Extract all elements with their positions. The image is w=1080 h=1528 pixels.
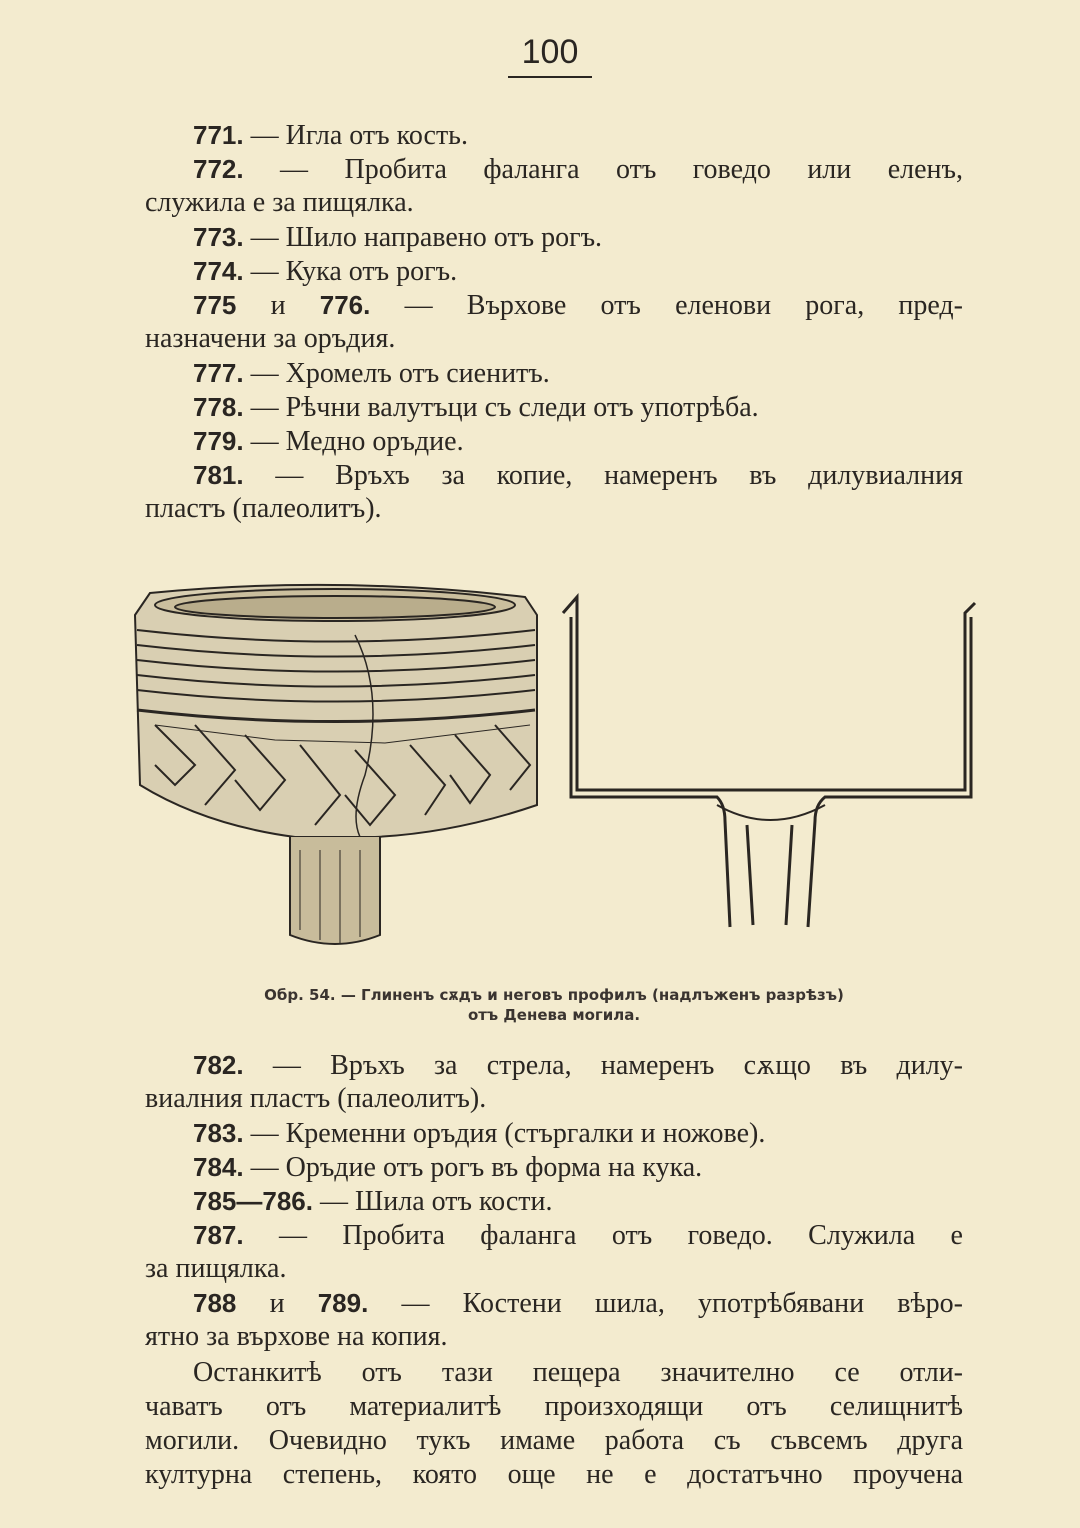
entry-778: 778. — Рѣчни валутъци съ следи отъ употрѣба.	[193, 392, 759, 423]
figure-caption-line-2: отъ Денева могила.	[467, 1006, 641, 1024]
entry-787: 787. — Пробита фаланга отъ говедо. Служила е	[193, 1220, 963, 1251]
vessel-profile-section	[563, 597, 975, 927]
entry-775-776: 775 и 776. — Върхове отъ еленови рога, пред-	[193, 290, 963, 321]
entry-788-789: 788 и 789. — Костени шила, употрѣбявани вѣро-	[193, 1288, 963, 1319]
entry-775-776-continuation: назначени за оръдия.	[145, 323, 396, 354]
entry-list-bottom	[145, 1048, 963, 1354]
entry-781: 781. — Връхъ за копие, намеренъ въ дилувиалния	[193, 460, 963, 491]
entry-777: 777. — Хромелъ отъ сиенитъ.	[193, 358, 550, 389]
entry-788-789-continuation: ятно за върхове на копия.	[145, 1321, 448, 1352]
paragraph-line-3: могили. Очевидно тукъ имаме работа съ съвсемъ друга	[145, 1425, 963, 1456]
entry-771: 771. — Игла отъ кость.	[193, 120, 468, 151]
clay-vessel-illustration	[125, 575, 980, 965]
vessel-drawing	[135, 585, 537, 944]
entry-785-786: 785—786. — Шила отъ кости.	[193, 1186, 553, 1217]
figure-caption-line-1: Обр. 54. — Глиненъ сѫдъ и неговъ профилъ (надлъженъ разрѣзъ)	[264, 986, 844, 1004]
entry-784: 784. — Оръдие отъ рогъ въ форма на кука.	[193, 1152, 703, 1183]
entry-779: 779. — Медно оръдие.	[193, 426, 464, 457]
entry-772: 772. — Пробита фаланга отъ говедо или еленъ,	[193, 154, 963, 185]
entry-772-continuation: служила е за пищялка.	[145, 187, 414, 218]
entry-782: 782. — Връхъ за стрела, намеренъ сѫщо въ дилу-	[193, 1050, 963, 1081]
paragraph-line-2: чаватъ отъ материалитѣ произходящи отъ селищнитѣ	[145, 1391, 963, 1422]
entry-list-top	[145, 118, 963, 526]
entry-787-continuation: за пищялка.	[145, 1253, 287, 1284]
paragraph-line-1: Останкитѣ отъ тази пещера значително се отли-	[193, 1357, 963, 1388]
figure-caption	[145, 985, 963, 1025]
entry-781-continuation: пластъ (палеолитъ).	[145, 493, 382, 524]
entry-782-continuation: виалния пластъ (палеолитъ).	[145, 1083, 487, 1114]
page-number-rule	[508, 76, 592, 78]
entry-783: 783. — Кременни оръдия (стъргалки и ножове).	[193, 1118, 766, 1149]
closing-paragraph	[145, 1356, 963, 1492]
page-number: 100	[521, 33, 579, 71]
entry-774: 774. — Кука отъ рогъ.	[193, 256, 458, 287]
paragraph-line-4: културна степень, която още не е достатъчно проучена	[145, 1459, 963, 1490]
entry-773: 773. — Шило направено отъ рогъ.	[193, 222, 603, 253]
